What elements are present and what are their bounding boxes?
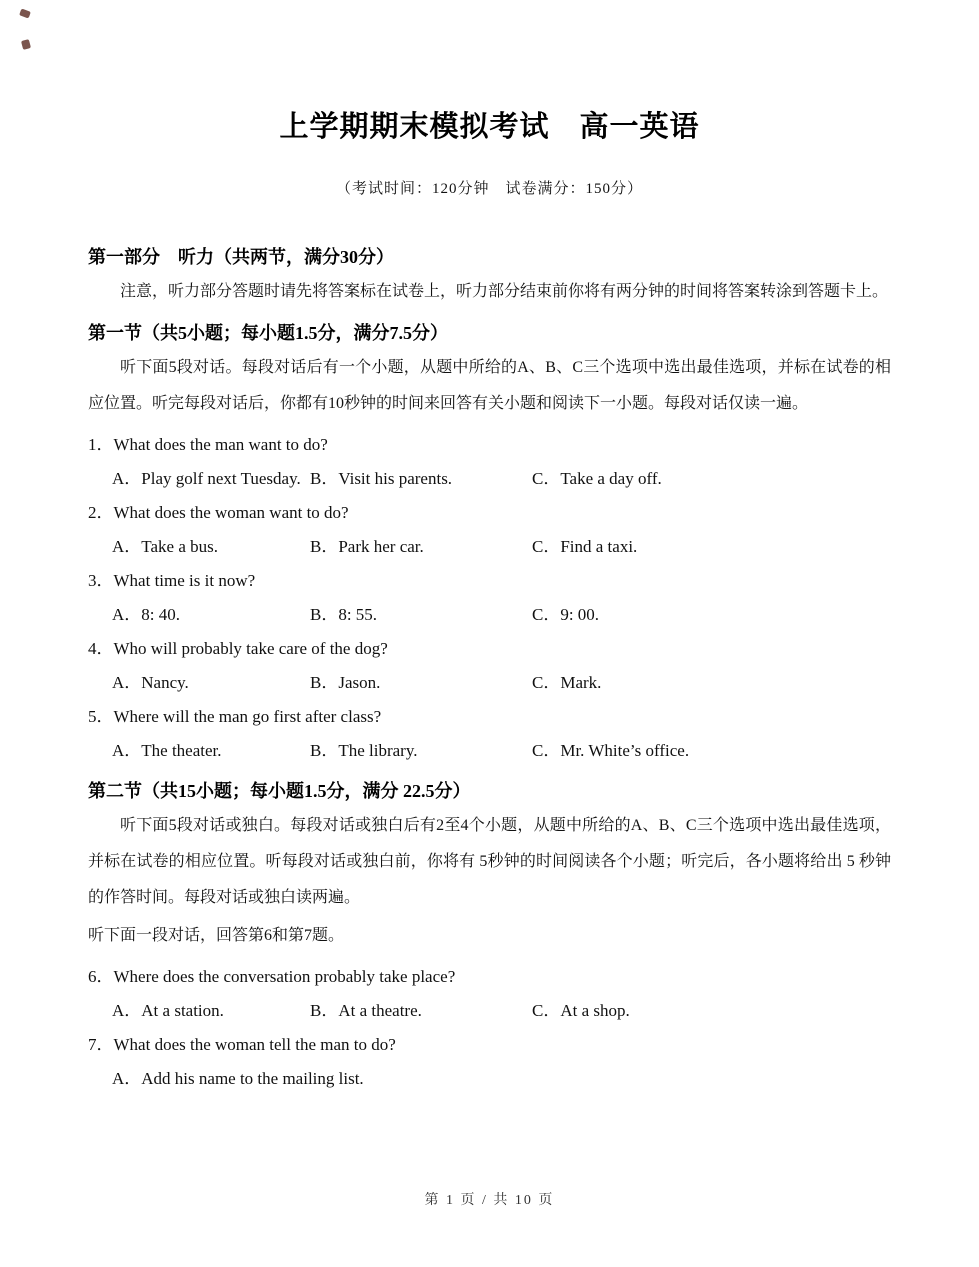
question-number: 4． — [88, 639, 114, 658]
question-stem: Who will probably take care of the dog? — [113, 639, 388, 658]
option-a: A．Take a bus. — [112, 537, 218, 556]
section2-heading: 第二节（共15小题；每小题1.5分，满分 22.5分） — [88, 781, 471, 801]
question-line — [88, 632, 891, 666]
section1-instructions: 听下面5段对话。每段对话后有一个小题，从题中所给的A、B、C三个选项中选出最佳选项，并标在试卷的相应位置。听完每段对话后，你都有10秒钟的时间来回答有关小题和阅读下一小题。每段对话仅读一遍。 — [88, 359, 891, 412]
dialog-note: 听下面一段对话，回答第6和第7题。 — [88, 927, 345, 944]
question-line — [88, 428, 891, 462]
footer-page-indicator: 第 1 页 / 共 10 页 — [424, 1193, 555, 1208]
question-1 — [88, 428, 891, 496]
options-row — [88, 734, 891, 768]
option-a: A．The theater. — [112, 741, 222, 760]
question-3 — [88, 564, 891, 632]
options-row — [88, 1062, 891, 1096]
options-row — [88, 666, 891, 700]
option-a: A．Add his name to the mailing list. — [112, 1069, 364, 1088]
question-stem: Where does the conversation probably take place? — [113, 967, 456, 986]
section2-instructions: 听下面5段对话或独白。每段对话或独白后有2至4个小题，从题中所给的A、B、C三个选项中选出最佳选项，并标在试卷的相应位置。听每段对话或独白前，你将有 5秒钟的时间阅读各个小题；听完后，各小题将给出 5 秒钟的作答时间。每段对话或独白读两遍。 — [88, 817, 891, 906]
option-b: B．8: 55. — [310, 605, 378, 624]
section1-questions — [88, 428, 891, 768]
question-line — [88, 564, 891, 598]
option-a: A．Play golf next Tuesday. — [112, 469, 301, 488]
question-line — [88, 496, 891, 530]
option-a: A．At a station. — [112, 1001, 224, 1020]
options-row — [88, 462, 891, 496]
option-c: C．Mr. White’s office. — [532, 741, 690, 760]
question-7 — [88, 1028, 891, 1096]
question-stem: What time is it now? — [113, 571, 256, 590]
question-number: 6． — [88, 967, 114, 986]
question-stem: What does the woman want to do? — [113, 503, 349, 522]
option-b: B．Park her car. — [310, 537, 424, 556]
option-b: B．Visit his parents. — [310, 469, 453, 488]
option-c: C．Take a day off. — [532, 469, 662, 488]
question-number: 7． — [88, 1035, 114, 1054]
option-c: C．At a shop. — [532, 1001, 630, 1020]
option-a: A．Nancy. — [112, 673, 189, 692]
listening-note: 注意，听力部分答题时请先将答案标在试卷上，听力部分结束前你将有两分钟的时间将答案转涂到答题卡上。 — [120, 283, 889, 300]
question-line — [88, 1028, 891, 1062]
question-2 — [88, 496, 891, 564]
option-c: C．Mark. — [532, 673, 602, 692]
question-stem: What does the man want to do? — [113, 435, 328, 454]
question-stem: What does the woman tell the man to do? — [113, 1035, 396, 1054]
exam-title: 上学期期末模拟考试 高一英语 — [279, 111, 700, 143]
option-c: C．9: 00. — [532, 605, 600, 624]
question-6 — [88, 960, 891, 1028]
section1-heading: 第一节（共5小题；每小题1.5分，满分7.5分） — [88, 323, 448, 343]
option-a: A．8: 40. — [112, 605, 180, 624]
options-row — [88, 994, 891, 1028]
part1-heading: 第一部分 听力（共两节，满分30分） — [88, 247, 394, 267]
option-b: B．The library. — [310, 741, 418, 760]
option-b: B．Jason. — [310, 673, 381, 692]
option-b: B．At a theatre. — [310, 1001, 422, 1020]
question-4 — [88, 632, 891, 700]
exam-subtitle: （考试时间：120分钟 试卷满分：150分） — [335, 181, 643, 197]
question-number: 5． — [88, 707, 114, 726]
question-number: 1． — [88, 435, 114, 454]
page-footer — [0, 1189, 979, 1209]
question-line — [88, 700, 891, 734]
question-line — [88, 960, 891, 994]
question-number: 2． — [88, 503, 114, 522]
question-stem: Where will the man go first after class? — [113, 707, 382, 726]
question-5 — [88, 700, 891, 768]
question-number: 3． — [88, 571, 114, 590]
options-row — [88, 598, 891, 632]
option-c: C．Find a taxi. — [532, 537, 638, 556]
options-row — [88, 530, 891, 564]
section2-questions — [88, 960, 891, 1096]
